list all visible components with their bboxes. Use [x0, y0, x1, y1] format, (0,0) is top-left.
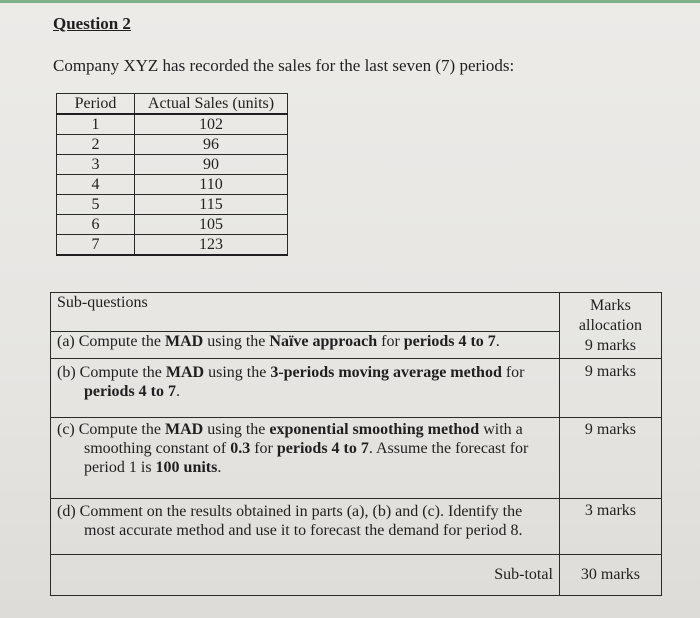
text-fragment: (d) Comment on the results obtained in parts (a), (b) and (c). Identify the most accurate method and use it to forecast the demand for period 8. [57, 503, 523, 539]
subtotal-marks: 30 marks [559, 555, 661, 596]
text-fragment: using the [204, 364, 271, 381]
period-cell: 6 [57, 215, 135, 235]
subquestions-header: Sub-questions [57, 294, 148, 311]
period-cell: 5 [57, 195, 135, 215]
sales-cell: 96 [135, 135, 288, 155]
bold-term: Naïve approach [269, 333, 378, 350]
table-row [57, 114, 288, 135]
top-border [0, 0, 700, 3]
table-row [57, 175, 288, 195]
sales-cell: 90 [135, 155, 288, 175]
marks-cell [559, 359, 661, 418]
subq-text-cell [51, 359, 560, 418]
subq-row-d [51, 499, 662, 555]
marks-header: Marks allocation [578, 297, 642, 334]
sales-header: Actual Sales (units) [135, 94, 288, 115]
bold-term: exponential smoothing method [269, 421, 480, 438]
subq-text-a [57, 332, 553, 351]
subq-row-b [51, 359, 662, 418]
text-fragment: for [377, 333, 404, 350]
table-row [57, 155, 288, 175]
text-fragment: using the [203, 421, 270, 438]
text-fragment: (a) Compute the [57, 333, 165, 350]
subq-text-c [57, 418, 553, 477]
subtotal-label: Sub-total [51, 555, 560, 596]
period-header: Period [57, 94, 135, 115]
marks-value-a: 9 marks [584, 337, 637, 354]
text-fragment: . [495, 333, 500, 350]
bold-term: MAD [165, 364, 205, 381]
subquestions-header-cell [51, 293, 560, 332]
bold-term: MAD [164, 333, 204, 350]
bold-term: 0.3 [230, 440, 251, 457]
bold-term: periods 4 to 7 [84, 383, 176, 400]
marks-value-c: 9 marks [584, 421, 637, 438]
marks-value-d: 3 marks [584, 502, 637, 519]
question-intro: Company XYZ has recorded the sales for the last seven (7) periods: [53, 56, 515, 75]
text-fragment: (c) Compute the [57, 421, 165, 438]
marks-cell [559, 418, 661, 499]
bold-term: periods 4 to 7 [403, 333, 496, 350]
marks-header-cell [559, 293, 661, 359]
text-fragment: for [250, 440, 277, 457]
sales-cell: 105 [135, 215, 288, 235]
text-fragment: using the [203, 333, 270, 350]
subq-text-cell [51, 332, 560, 359]
period-cell: 2 [57, 135, 135, 155]
sales-cell: 123 [135, 235, 288, 256]
table-row [57, 195, 288, 215]
sales-cell: 115 [135, 195, 288, 215]
text-fragment: (b) Compute the [57, 364, 166, 381]
table-row [57, 235, 288, 256]
period-cell: 4 [57, 175, 135, 195]
table-row [57, 215, 288, 235]
marks-value-b: 9 marks [584, 363, 637, 380]
sales-header-row [57, 94, 288, 115]
sales-cell: 110 [135, 175, 288, 195]
subquestions-table [50, 292, 662, 596]
subq-text-cell [51, 418, 560, 499]
bold-term: periods 4 to 7 [276, 440, 369, 457]
bold-term: 3-periods moving average method [270, 364, 502, 381]
text-fragment: . [217, 459, 222, 476]
subq-header-row [51, 293, 662, 332]
subq-row-c [51, 418, 662, 499]
question-title: Question 2 [53, 14, 131, 33]
subq-text-cell [51, 499, 560, 555]
bold-term: 100 units [155, 459, 218, 476]
subtotal-row [51, 555, 662, 596]
text-fragment: . Assume the forecast for period 1 is [84, 440, 529, 476]
period-cell: 3 [57, 155, 135, 175]
subq-text-d [57, 499, 553, 540]
period-cell: 1 [57, 114, 135, 135]
subq-text-b [57, 359, 553, 401]
sales-table [56, 93, 288, 256]
table-row [57, 135, 288, 155]
text-fragment: for [501, 364, 525, 381]
text-fragment: . [176, 383, 180, 400]
sales-cell: 102 [135, 114, 288, 135]
marks-cell [559, 499, 661, 555]
period-cell: 7 [57, 235, 135, 256]
bold-term: MAD [164, 421, 204, 438]
text-fragment: with a smoothing constant of [84, 421, 523, 457]
